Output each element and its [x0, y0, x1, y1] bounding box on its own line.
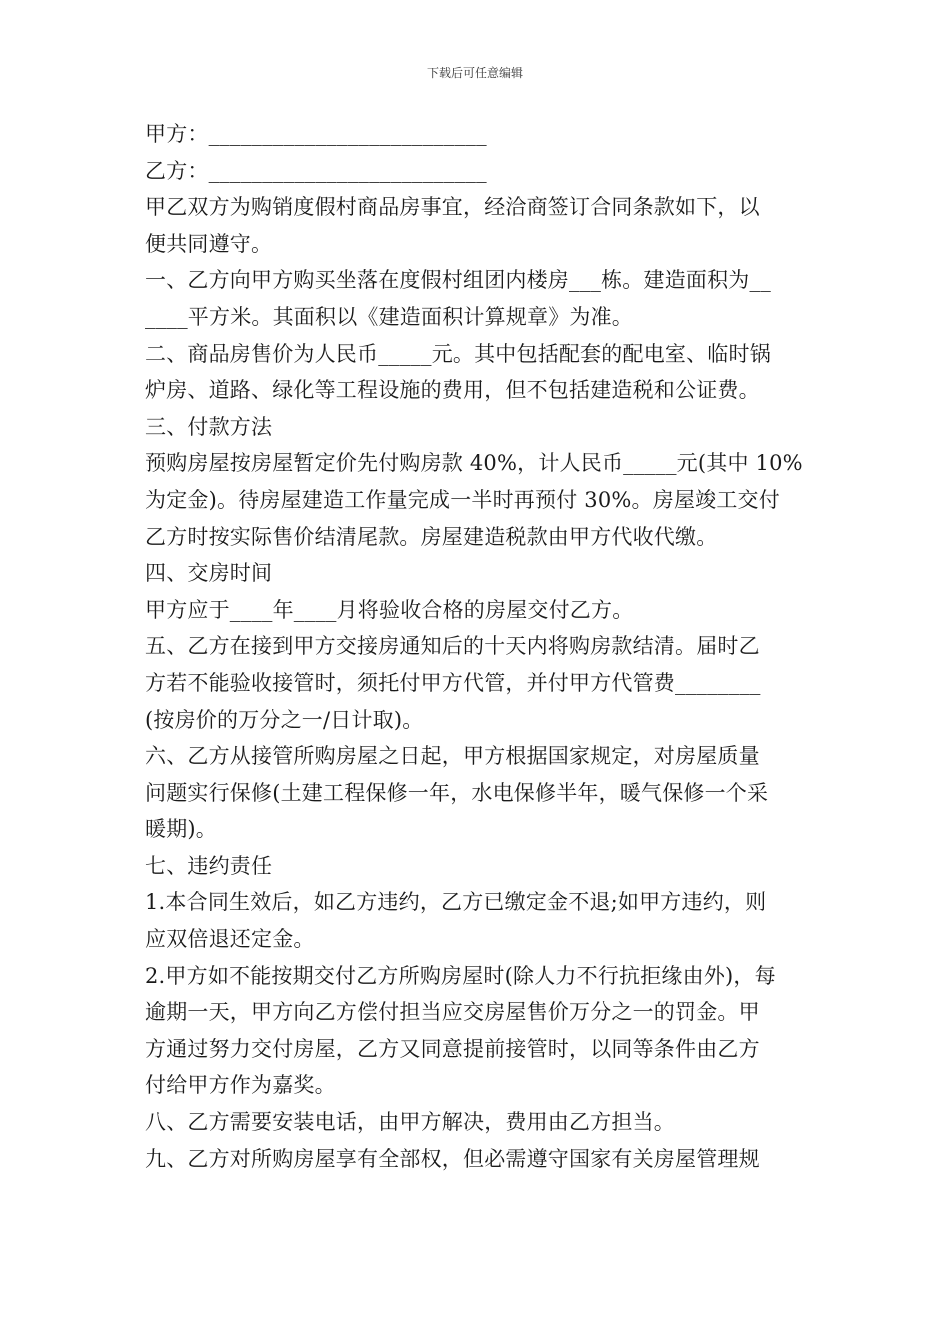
- clause-6-line: 六、乙方从接管所购房屋之日起，甲方根据国家规定，对房屋质量: [145, 744, 760, 769]
- preamble-line: 甲乙双方为购销度假村商品房事宜，经洽商签订合同条款如下，以: [145, 195, 760, 220]
- clause-3-heading: 三、付款方法: [145, 414, 273, 439]
- contract-body: [145, 116, 810, 1177]
- clause-2-line: 二、商品房售价为人民币_____元。其中包括配套的配电室、临时锅: [145, 341, 771, 366]
- clause-3-line: 预购房屋按房屋暂定价先付购房款 40%，计人民币_____元(其中 10%: [145, 451, 803, 476]
- clause-7-item-2-line: 2.甲方如不能按期交付乙方所购房屋时(除人力不行抗拒缘由外)，每: [145, 963, 776, 988]
- clause-5-line: 方若不能验收接管时，须托付甲方代管，并付甲方代管费________: [145, 670, 761, 695]
- clause-7-item-2-line: 付给甲方作为嘉奖。: [145, 1073, 336, 1098]
- clause-2-line: 炉房、道路、绿化等工程设施的费用，但不包括建造税和公证费。: [145, 378, 760, 403]
- party-b-line: 乙方：__________________________: [145, 158, 487, 183]
- clause-7-item-2-line: 方通过努力交付房屋，乙方又同意提前接管时，以同等条件由乙方: [145, 1036, 760, 1061]
- page-header-note: 下载后可任意编辑: [426, 66, 523, 80]
- clause-9-line: 九、乙方对所购房屋享有全部权，但必需遵守国家有关房屋管理规: [145, 1146, 760, 1171]
- clause-5-line: (按房价的万分之一/日计取)。: [145, 707, 424, 732]
- clause-4-line: 甲方应于____年____月将验收合格的房屋交付乙方。: [145, 597, 634, 622]
- clause-7-heading: 七、违约责任: [145, 853, 273, 878]
- preamble-line: 便共同遵守。: [145, 231, 273, 256]
- clause-8-line: 八、乙方需要安装电话，由甲方解决，费用由乙方担当。: [145, 1110, 675, 1135]
- clause-3-line: 为定金)。待房屋建造工作量完成一半时再预付 30%。房屋竣工交付: [145, 487, 780, 512]
- clause-7-item-2-line: 逾期一天，甲方向乙方偿付担当应交房屋售价万分之一的罚金。甲: [145, 1000, 760, 1025]
- clause-3-line: 乙方时按实际售价结清尾款。房屋建造税款由甲方代收代缴。: [145, 524, 718, 549]
- clause-7-item-1-line: 1.本合同生效后，如乙方违约，乙方已缴定金不退;如甲方违约，则: [145, 890, 767, 915]
- clause-7-item-1-line: 应双倍退还定金。: [145, 927, 315, 952]
- clause-1-line: 一、乙方向甲方购买坐落在度假村组团内楼房___栋。建造面积为__: [145, 268, 771, 293]
- party-a-line: 甲方：__________________________: [145, 122, 487, 146]
- clause-6-line: 问题实行保修(土建工程保修一年，水电保修半年，暖气保修一个采: [145, 780, 769, 805]
- clause-4-heading: 四、交房时间: [145, 561, 273, 586]
- clause-6-line: 暖期)。: [145, 817, 217, 842]
- clause-5-line: 五、乙方在接到甲方交接房通知后的十天内将购房款结清。届时乙: [145, 634, 760, 659]
- clause-1-line: ____平方米。其面积以《建造面积计算规章》为准。: [145, 304, 633, 329]
